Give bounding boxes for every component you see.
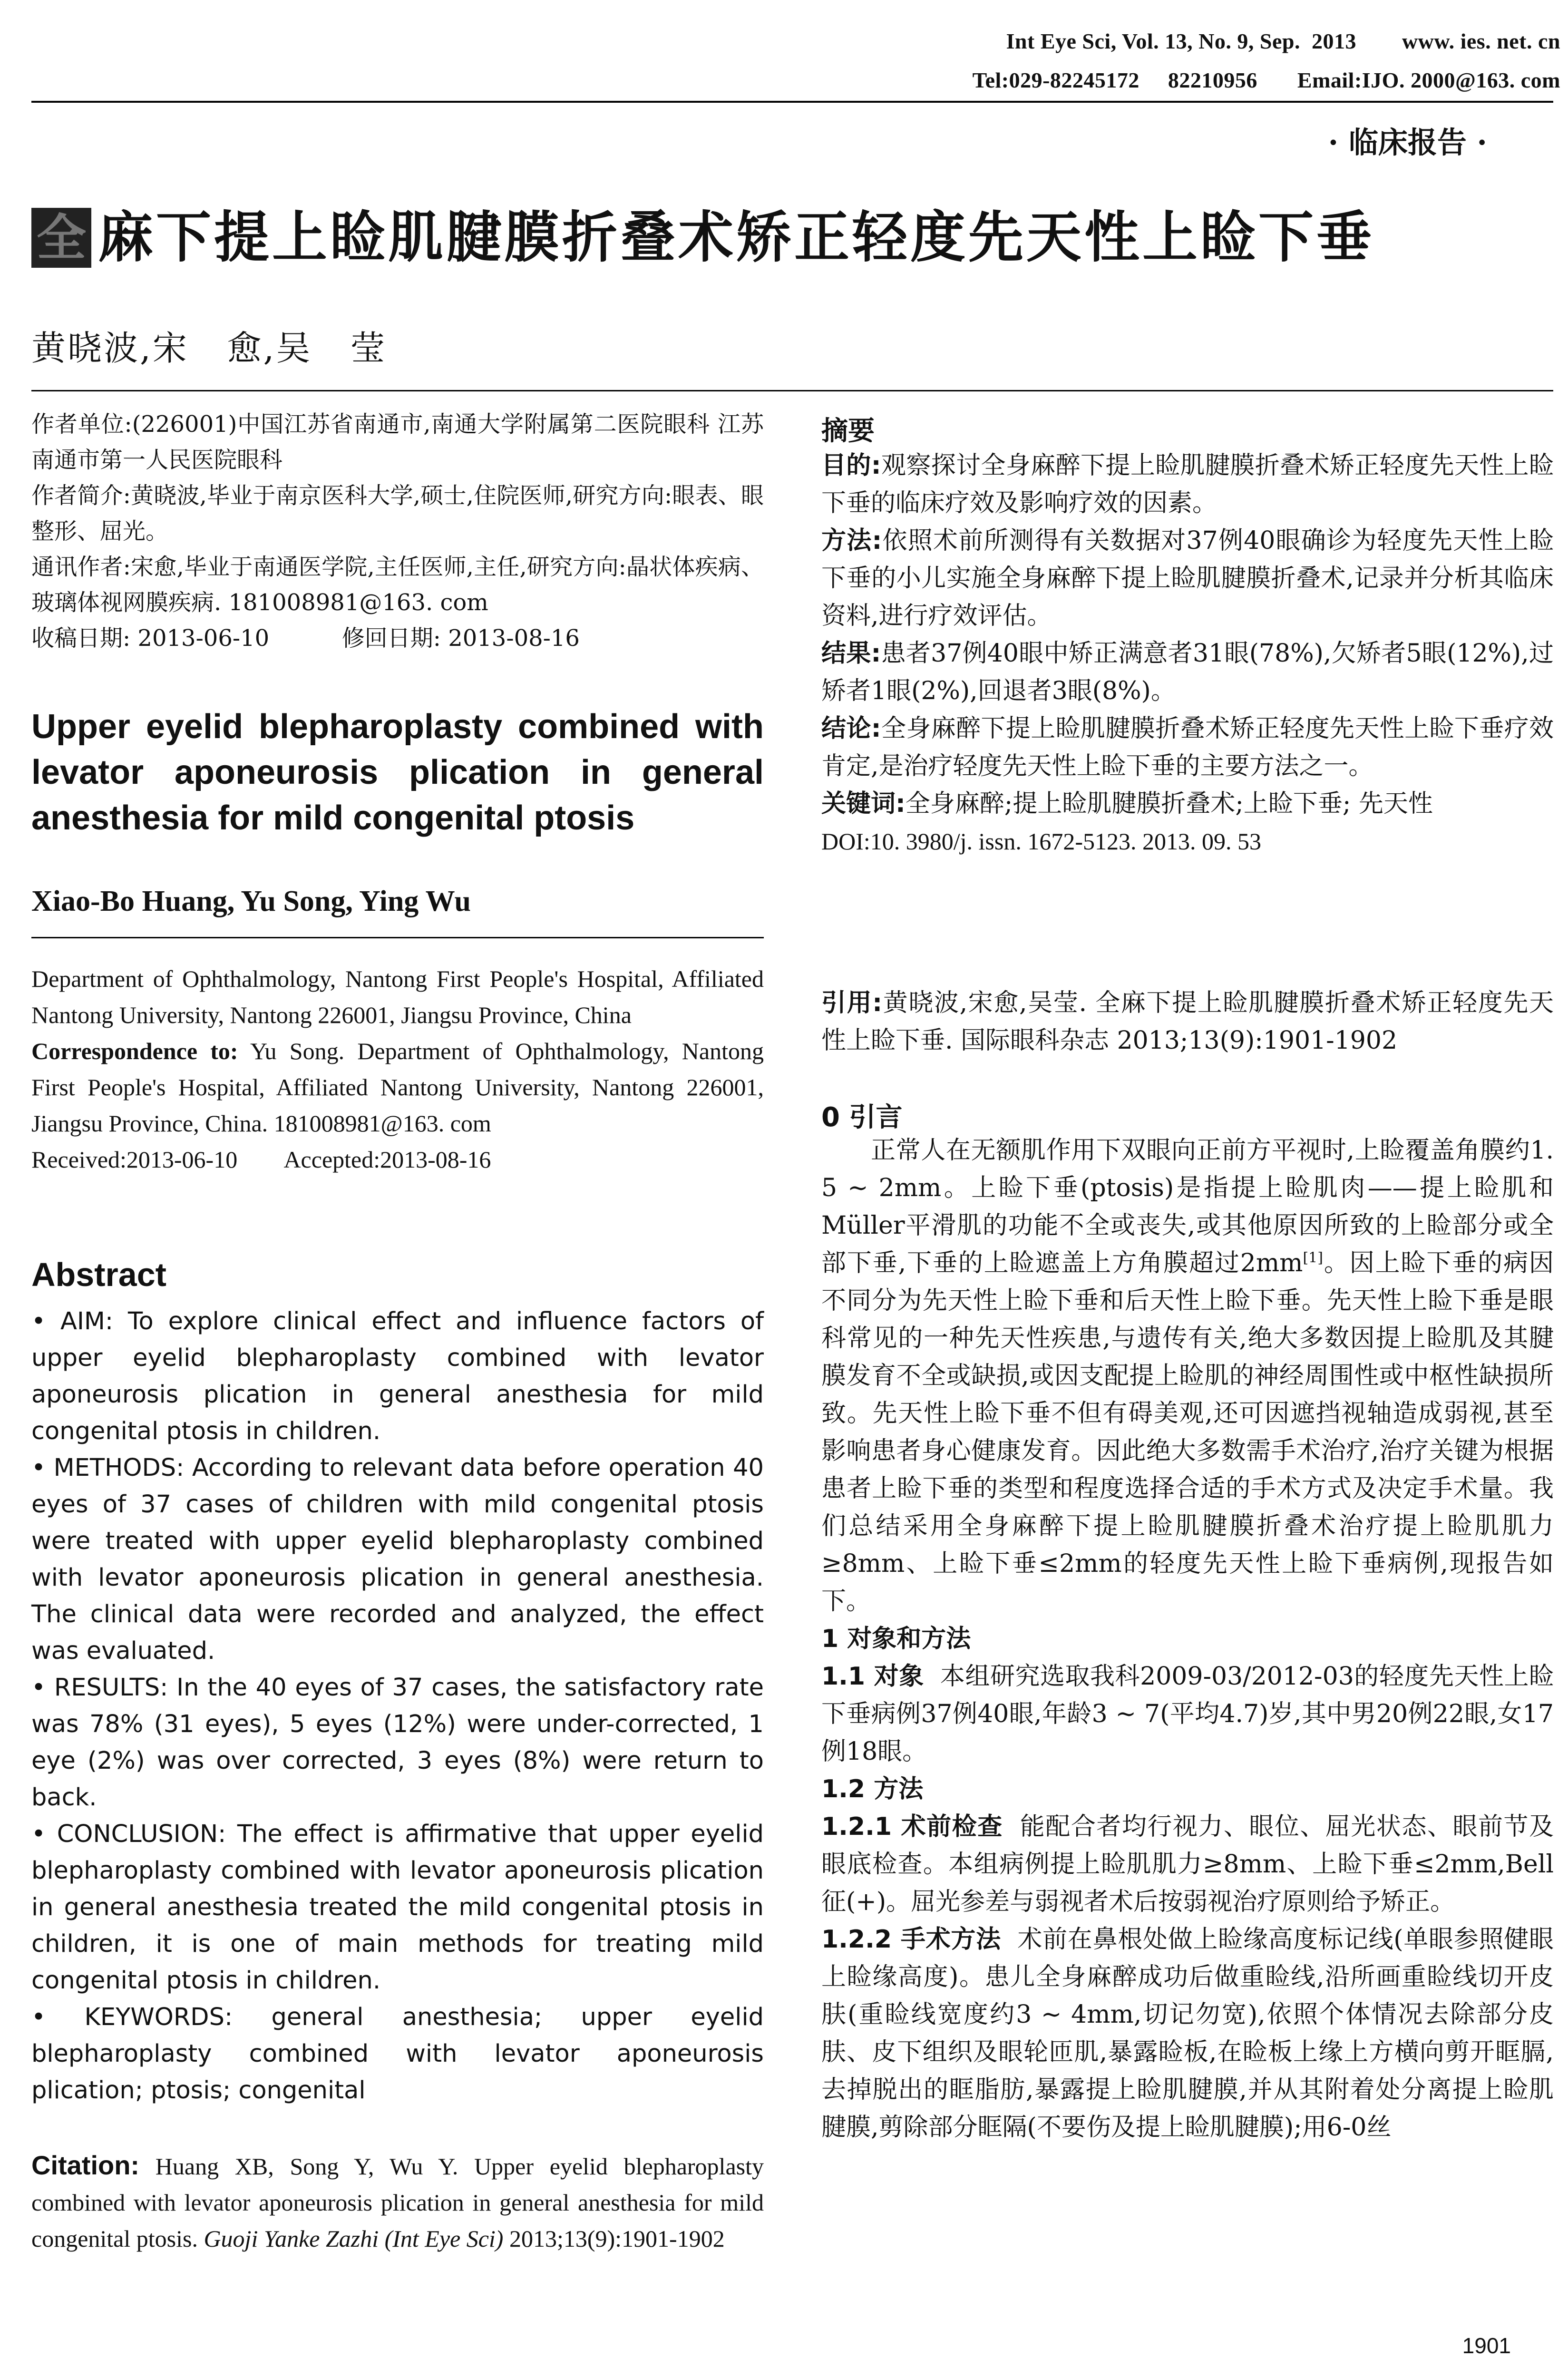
- section-1-2-2-text: 术前在鼻根处做上睑缘高度标记线(单眼参照健眼上睑缘高度)。患儿全身麻醉成功后做重睑线,沿所画重睑线切开皮肤(重睑线宽度约3 ~ 4mm,切记勿宽),依照个体情况去除部分皮肤、皮下组织及眼轮匝肌,暴露睑板,在睑板上缘上方横向剪开眶膈,去掉脱出的眶脂肪,暴露提上睑肌腱膜,并从其附着处分离提上睑肌腱膜,剪除部分眶隔(不要伤及提上睑肌腱膜);用6-0丝: [821, 1925, 1554, 2142]
- received-dates-cn: 收稿日期: 2013-06-10 修回日期: 2013-08-16: [31, 625, 580, 652]
- correspondence-text: Yu Song. Department of Ophthalmology, Nantong First People's Hospital, Affiliated Nantong University, Nantong 226001, Jiangsu Province, China. 181008981@163. com: [31, 1038, 764, 1137]
- abstract-cn-methods: [821, 522, 1554, 635]
- methods-label: 方法:: [821, 526, 882, 555]
- reference-1: [1]: [1303, 1249, 1323, 1266]
- author-info: [31, 407, 764, 656]
- abstract-cn-aim: [821, 447, 1554, 522]
- section-1-2-1: [821, 1808, 1554, 1921]
- affiliation: [31, 961, 764, 1178]
- body-text: [821, 1132, 1554, 2146]
- aim-text: 观察探讨全身麻醉下提上睑肌腱膜折叠术矫正轻度先天性上睑下垂的临床疗效及影响疗效的因素。: [821, 451, 1554, 517]
- citation-en: [31, 2147, 764, 2257]
- title-text: 麻下提上睑肌腱膜折叠术矫正轻度先天性上睑下垂: [98, 205, 1374, 270]
- journal-contact-line: Tel:029-82245172 82210956 Email:IJO. 2000@163. com: [972, 68, 1560, 92]
- section-1-2-heading: 1.2 方法: [821, 1775, 924, 1803]
- correspondence: [31, 1033, 764, 1141]
- received-accepted: Received:2013-06-10 Accepted:2013-08-16: [31, 1146, 491, 1173]
- author-bio: 作者简介:黄晓波,毕业于南京医科大学,硕士,住院医师,研究方向:眼表、眼整形、屈光。: [31, 482, 764, 545]
- abstract-methods: • METHODS: According to relevant data before operation 40 eyes of 37 cases of children with mild congenital ptosis were treated with upper eyelid blepharoplasty combined with levator aponeurosis plication in general anesthesia. The clinical data were recorded and analyzed, the effect was evaluated.: [31, 1454, 764, 1665]
- citation-tail: 2013;13(9):1901-1902: [503, 2225, 725, 2252]
- citation-journal: Guoji Yanke Zazhi (Int Eye Sci): [204, 2225, 504, 2252]
- section-1-1: [821, 1658, 1554, 1771]
- abstract-heading-cn: 摘要: [821, 416, 875, 447]
- section-1-1-text: 本组研究选取我科2009-03/2012-03的轻度先天性上睑下垂病例37例40眼,年龄3 ~ 7(平均4.7)岁,其中男20例22眼,女17例18眼。: [821, 1662, 1554, 1766]
- methods-text: 依照术前所测得有关数据对37例40眼确诊为轻度先天性上睑下垂的小儿实施全身麻醉下提上睑肌腱膜折叠术,记录并分析其临床资料,进行疗效评估。: [821, 526, 1554, 630]
- abstract-cn-keywords: [821, 785, 1554, 823]
- results-label: 结果:: [821, 639, 881, 668]
- section-1-2-1-label: 1.2.1 术前检查: [821, 1812, 1003, 1841]
- article-title: [31, 205, 1374, 270]
- abstract-en: [31, 1303, 764, 2109]
- abstract-keywords: • KEYWORDS: general anesthesia; upper eyelid blepharoplasty combined with levator aponeurosis plication; ptosis; congenital: [31, 2003, 764, 2104]
- title-rule: [31, 390, 1553, 391]
- citation-label: Citation:: [31, 2150, 140, 2180]
- authors-cn: 黄晓波,宋 愈,吴 莹: [31, 328, 387, 368]
- citation-cn-text: 黄晓波,宋愈,吴莹. 全麻下提上睑肌腱膜折叠术矫正轻度先天性上睑下垂. 国际眼科杂志 2013;13(9):1901-1902: [821, 989, 1554, 1055]
- authors-rule: [31, 937, 764, 938]
- results-text: 患者37例40眼中矫正满意者31眼(78%),欠矫者5眼(12%),过矫者1眼(2%),回退者3眼(8%)。: [821, 639, 1554, 705]
- abstract-heading-en: Abstract: [31, 1256, 166, 1293]
- english-authors: Xiao-Bo Huang, Yu Song, Ying Wu: [31, 885, 471, 917]
- correspondence-label: Correspondence to:: [31, 1038, 238, 1064]
- conclusion-label: 结论:: [821, 714, 881, 743]
- affiliation-dept: Department of Ophthalmology, Nantong First People's Hospital, Affiliated Nantong University, Nantong 226001, Jiangsu Province, China: [31, 965, 764, 1028]
- intro-text-2: 。因上睑下垂的病因不同分为先天性上睑下垂和后天性上睑下垂。先天性上睑下垂是眼科常见的一种先天性疾患,与遗传有关,绝大多数因提上睑肌及其腱膜发育不全或缺损,或因支配提上睑肌的神经周围性或中枢性缺损所致。先天性上睑下垂不但有碍美观,还可因遮挡视轴造成弱视,甚至影响患者身心健康发育。因此绝大多数需手术治疗,治疗关键为根据患者上睑下垂的类型和程度选择合适的手术方式及决定手术量。我们总结采用全身麻醉下提上睑肌腱膜折叠术治疗提上睑肌肌力≥8mm、上睑下垂≤2mm的轻度先天性上睑下垂病例,现报告如下。: [821, 1249, 1554, 1616]
- keywords-label: 关键词:: [821, 789, 906, 818]
- section-1-2-1-text: 能配合者均行视力、眼位、屈光状态、眼前节及眼底检查。本组病例提上睑肌肌力≥8mm、上睑下垂≤2mm,Bell征(+)。屈光参差与弱视者术后按弱视治疗原则给予矫正。: [821, 1812, 1554, 1916]
- section-1-2-2-label: 1.2.2 手术方法: [821, 1925, 1001, 1954]
- abstract-aim: • AIM: To explore clinical effect and influence factors of upper eyelid blepharoplasty combined with levator aponeurosis plication in general anesthesia for mild congenital ptosis in children.: [31, 1307, 764, 1445]
- conclusion-text: 全身麻醉下提上睑肌腱膜折叠术矫正轻度先天性上睑下垂疗效肯定,是治疗轻度先天性上睑下垂的主要方法之一。: [821, 714, 1554, 780]
- abstract-cn-conclusion: [821, 710, 1554, 785]
- aim-label: 目的:: [821, 451, 881, 480]
- author-unit: 作者单位:(226001)中国江苏省南通市,南通大学附属第二医院眼科 江苏南通市第一人民医院眼科: [31, 411, 764, 473]
- abstract-conclusion: • CONCLUSION: The effect is affirmative that upper eyelid blepharoplasty combined with levator aponeurosis plication in general anesthesia treated the mild congenital ptosis in children, it is one of main methods for treating mild congenital ptosis in children.: [31, 1820, 764, 1995]
- english-title: Upper eyelid blepharoplasty combined with levator aponeurosis plication in general anesthesia for mild congenital ptosis: [31, 708, 764, 837]
- citation-cn: [821, 984, 1554, 1060]
- section-1-2-2: [821, 1921, 1554, 2146]
- keywords-text: 全身麻醉;提上睑肌腱膜折叠术;上睑下垂; 先天性: [905, 789, 1433, 818]
- citation-text: Huang XB, Song Y, Wu Y. Upper eyelid blepharoplasty combined with levator aponeurosis plication in general anesthesia for mild congenital ptosis.: [31, 2153, 764, 2252]
- abstract-cn: [821, 447, 1554, 860]
- intro-heading: 0 引言: [821, 1102, 903, 1133]
- intro-text-1: 正常人在无额肌作用下双眼向正前方平视时,上睑覆盖角膜约1. 5 ~ 2mm。上睑下垂(ptosis)是指提上睑肌肉——提上睑肌和Müller平滑肌的功能不全或丧失,或其他原因所致的上睑部分或全部下垂,下垂的上睑遮盖上方角膜超过2mm: [821, 1136, 1554, 1277]
- corresponding-author: 通讯作者:宋愈,毕业于南通医学院,主任医师,主任,研究方向:晶状体疾病、玻璃体视网膜疾病. 181008981@163. com: [31, 554, 764, 616]
- page-number: 1901: [1462, 2333, 1511, 2358]
- abstract-results: • RESULTS: In the 40 eyes of 37 cases, the satisfactory rate was 78% (31 eyes), 5 eyes (12%) were under-corrected, 1 eye (2%) was over corrected, 3 eyes (8%) were return to back.: [31, 1674, 764, 1812]
- doi: DOI:10. 3980/j. issn. 1672-5123. 2013. 09. 53: [821, 828, 1261, 855]
- title-initial-box: 全: [31, 208, 91, 268]
- citation-cn-label: 引用:: [821, 989, 883, 1017]
- section-1-heading: 1 对象和方法: [821, 1625, 971, 1653]
- journal-info-line: Int Eye Sci, Vol. 13, No. 9, Sep. 2013 www. ies. net. cn: [1006, 29, 1560, 53]
- abstract-cn-results: [821, 635, 1554, 710]
- intro-paragraph: [821, 1132, 1554, 1620]
- section-1-1-label: 1.1 对象: [821, 1662, 924, 1691]
- section-tag: · 临床报告 ·: [1328, 125, 1487, 160]
- header-rule: [31, 101, 1553, 103]
